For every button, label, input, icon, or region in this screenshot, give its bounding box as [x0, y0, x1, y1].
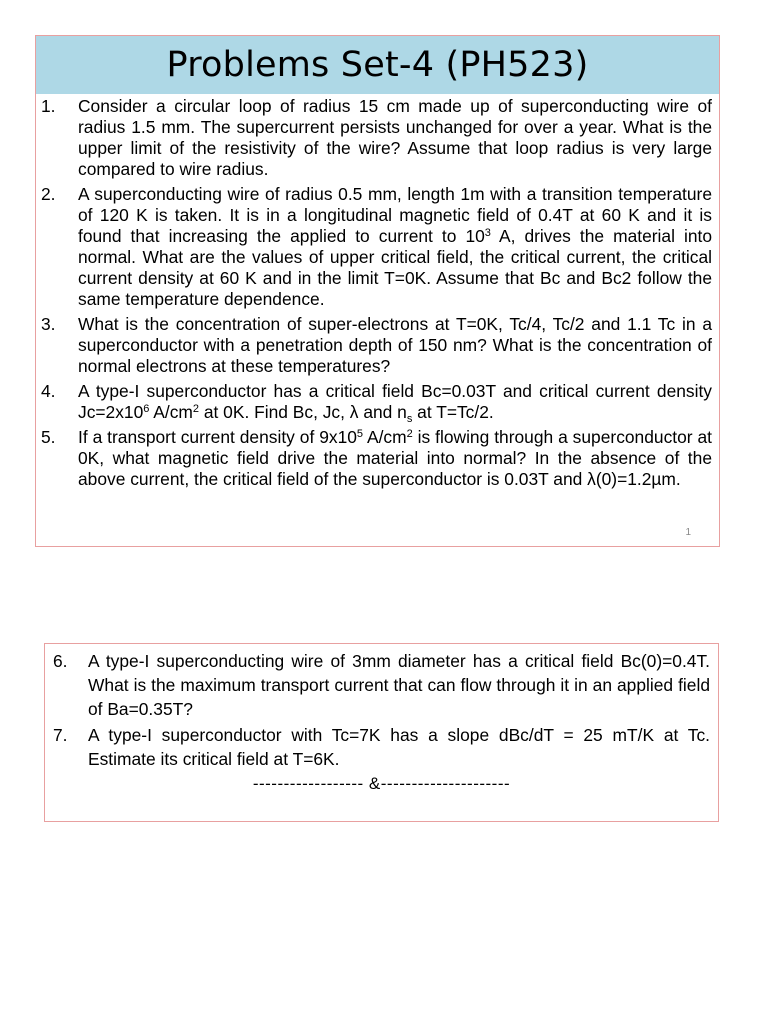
slide-1 [35, 35, 720, 547]
superscript: 6 [143, 403, 150, 415]
title-bar [36, 36, 719, 94]
problem-5 [36, 427, 719, 490]
superscript: 5 [356, 428, 364, 440]
problem-number: 5. [41, 427, 56, 447]
problem-number: 3. [41, 314, 56, 334]
problem-number: 6. [53, 651, 68, 671]
problem-text: What is the concentration of super-electrons at T=0K, Tc/4, Tc/2 and 1.1 Tc in a superconductor with a penetration depth of 150 nm? What is the concentration of normal electrons at these temperatures? [78, 314, 712, 376]
superscript: 3 [484, 227, 491, 239]
problem-3 [36, 314, 719, 377]
problem-6 [45, 649, 718, 721]
end-marker: ------------------ &--------------------- [252, 774, 511, 793]
problem-text: Consider a circular loop of radius 15 cm made up of superconducting wire of radius 1.5 mm. The supercurrent persists unchanged for over a year. What is the upper limit of the resistivity of the wire? Assume that loop radius is very large compared to wire radius. [78, 96, 712, 179]
page-title: Problems Set-4 (PH523) [166, 45, 589, 85]
page-number: 1 [685, 527, 691, 538]
problem-1 [36, 96, 719, 180]
superscript: 2 [406, 428, 413, 440]
problem-number: 2. [41, 184, 56, 204]
superscript: 2 [192, 403, 200, 415]
problem-4 [36, 381, 719, 423]
problem-text: If a transport current density of $9x10^5$ $A/cm^2$ is flowing through a superconductor at 0K, what magnetic field drive the material into normal? In the absence of the above current, the critical field of the superconductor is 0.03T and λ(0)=1.2µm. [78, 427, 712, 489]
problem-text: A type-I superconductor with Tc=7K has a slope dBc/dT = 25 mT/K at Tc. Estimate its critical field at T=6K. [88, 725, 710, 769]
problem-7 [45, 723, 718, 771]
subscript: s [406, 413, 413, 425]
problem-text: A type-I superconductor has a critical field Bc=0.03T and critical current density $Jc=2x10^6$ $A/cm^2$ at 0K. Find Bc, Jc, λ and $n_s$ at T=Tc/2. [78, 381, 712, 425]
problem-number: 7. [53, 725, 68, 745]
problem-number: 1. [41, 96, 56, 116]
problem-list-continued [45, 649, 718, 773]
slide-2 [44, 643, 719, 822]
problem-text: A superconducting wire of radius 0.5 mm, length 1m with a transition temperature of 120 K is taken. It is in a longitudinal magnetic field of 0.4T at 60 K and it is found that increasing the applied to current to $10^3$ A, drives the material into normal. What are the values of upper critical field, the critical current, the critical current density at 60 K and in the limit T=0K. Assume that Bc and Bc2 follow the same temperature dependence. [78, 184, 713, 309]
problem-number: 4. [41, 381, 56, 401]
problem-2 [36, 184, 719, 310]
problem-list [36, 96, 719, 494]
problem-text: A type-I superconducting wire of 3mm diameter has a critical field Bc(0)=0.4T. What is the maximum transport current that can flow through it in an applied field of Ba=0.35T? [88, 651, 710, 719]
